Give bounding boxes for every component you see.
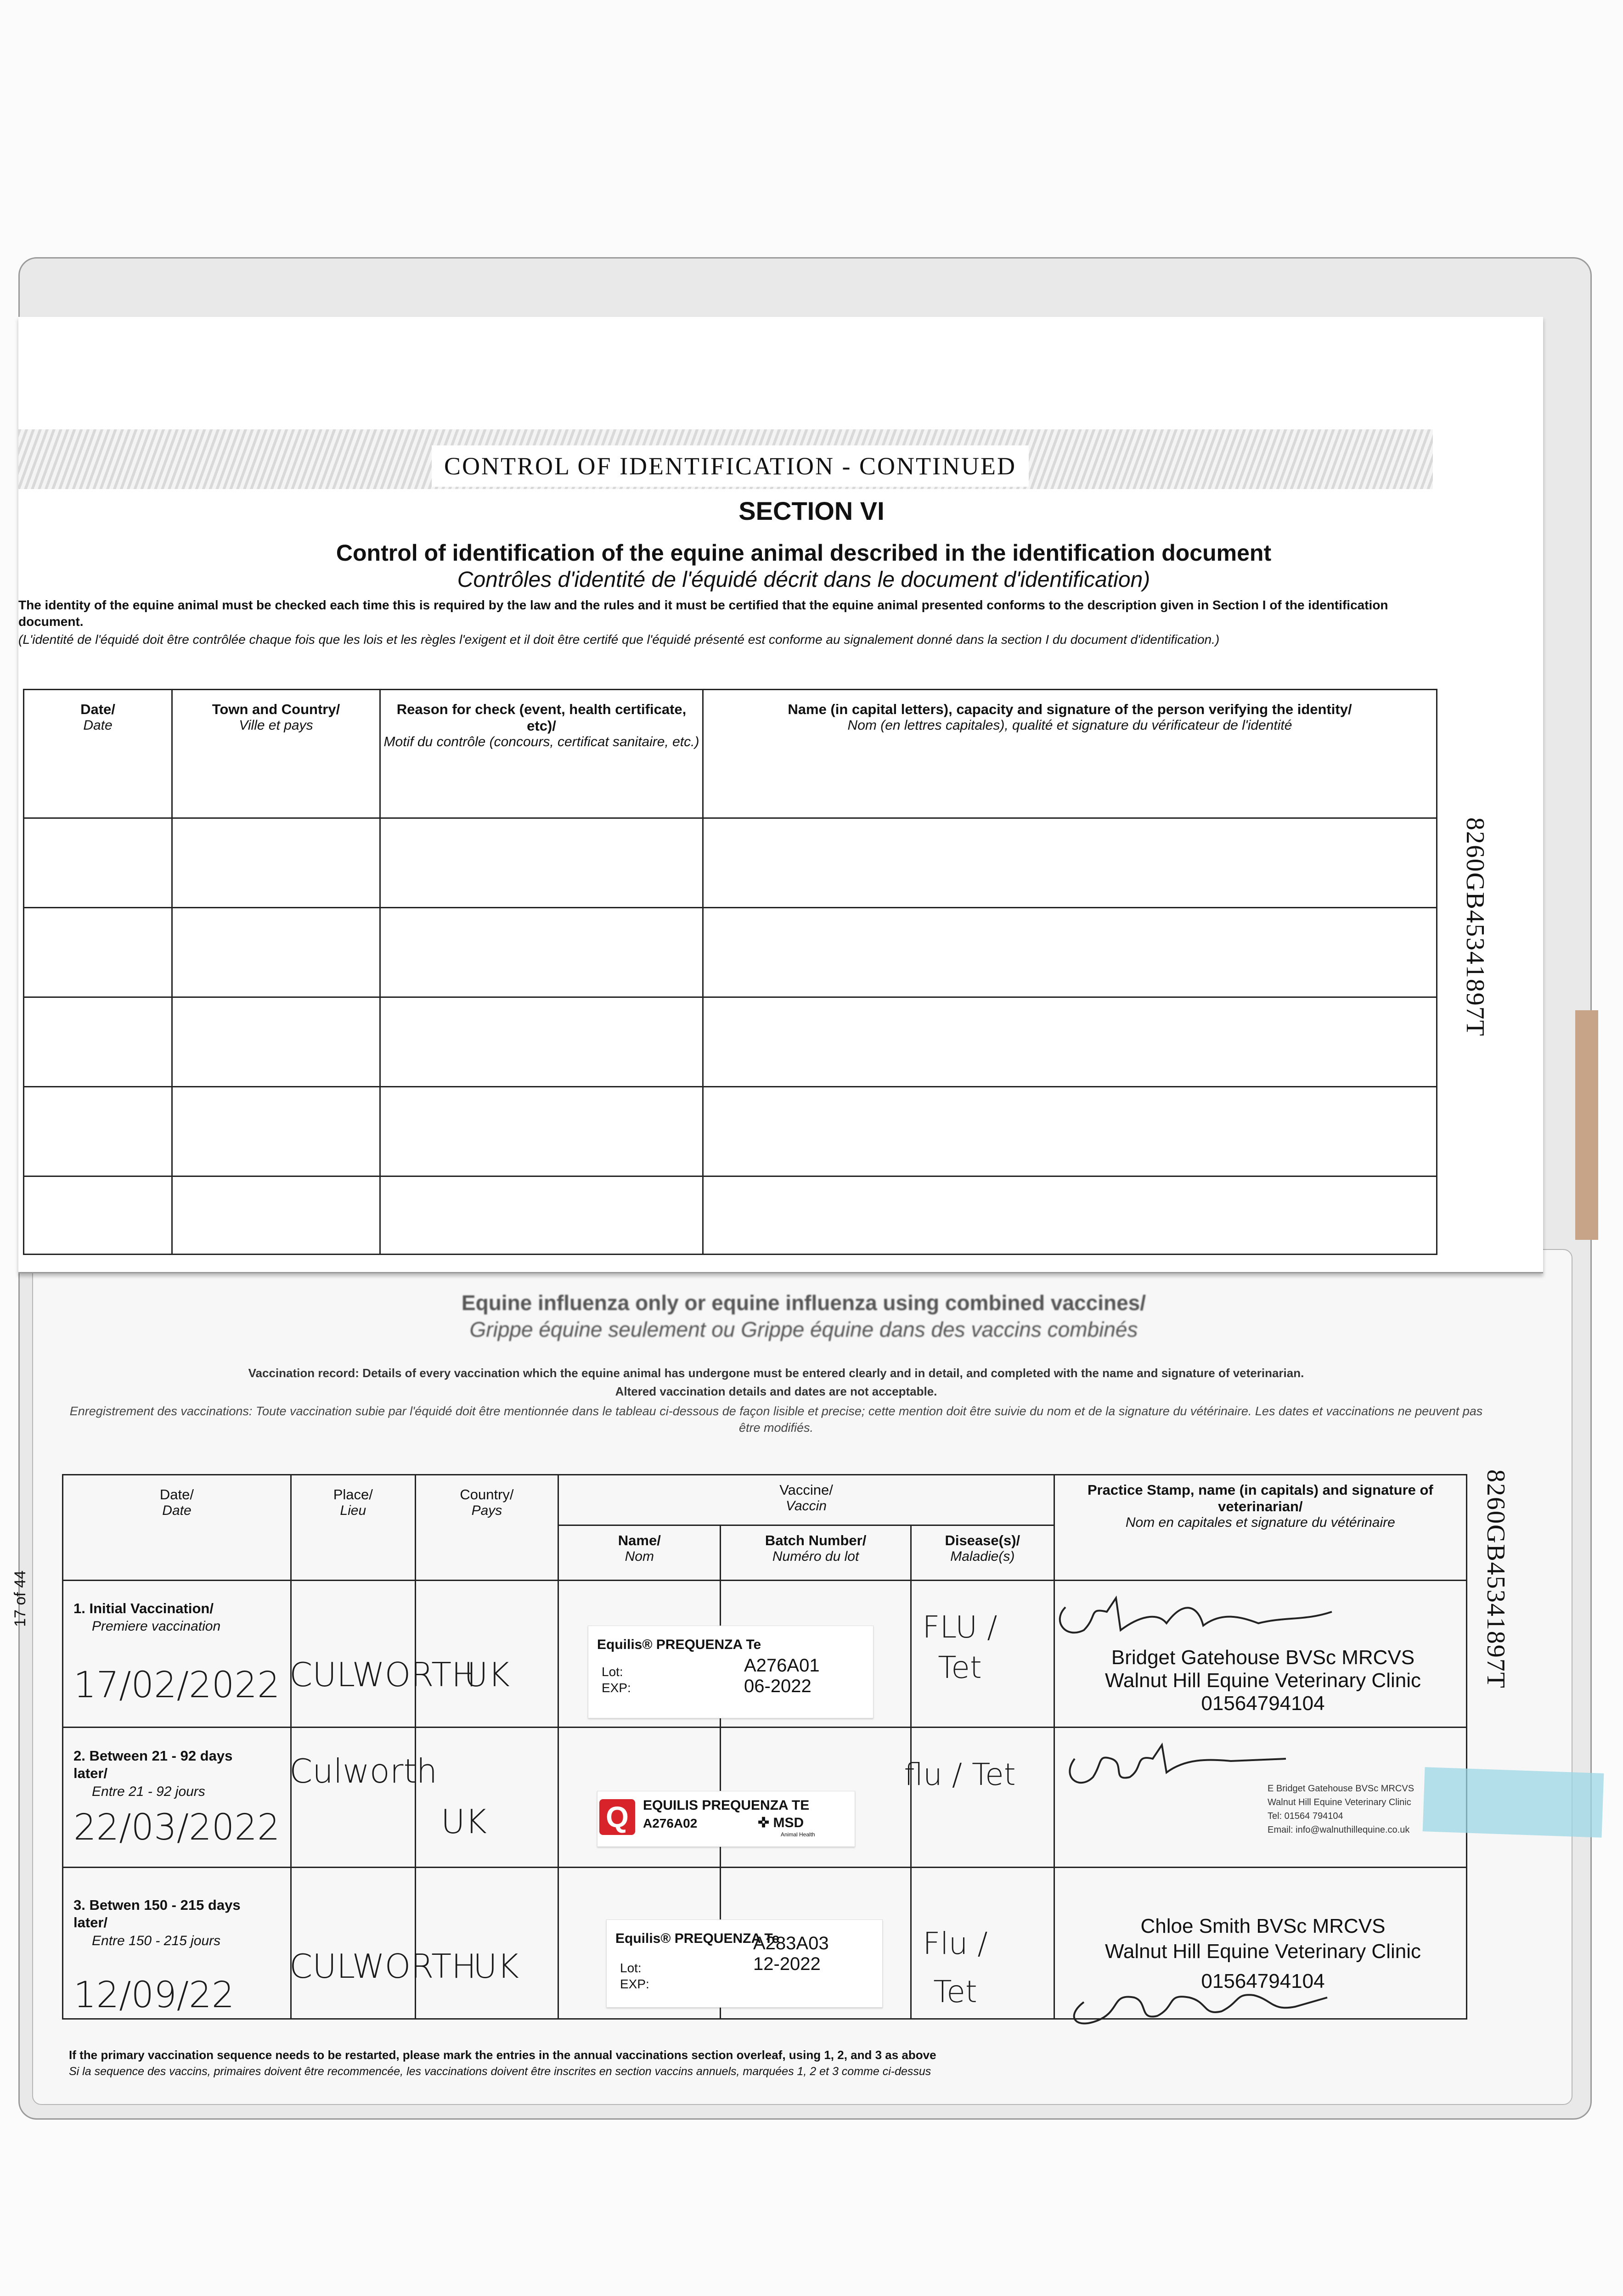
header-place: Place/ <box>333 1486 373 1503</box>
header-vaccine-fr: Vaccin <box>786 1498 827 1514</box>
row2-country: UK <box>441 1802 487 1841</box>
row2-place: Culworth <box>289 1752 438 1790</box>
identity-check-table <box>23 689 1437 1255</box>
header-vacc-date-fr: Date <box>162 1503 192 1518</box>
row1-exp-label: EXP: <box>602 1681 631 1695</box>
row3-date: 12/09/22 <box>73 1975 235 2016</box>
header-date-fr: Date <box>83 718 113 733</box>
footnote-fr: Si la sequence des vaccins, primaires doivent être recommencée, les vaccinations doivent être inscrites en section vaccins annuels, marquées 1, 2 et 3 comme ci-dessus <box>69 2065 931 2078</box>
vaccination-record-fr: Enregistrement des vaccinations: Toute vaccination subie par l'équidé doit être mentionnée dans le tableau ci-dessous de façon lisible et precise; cette mention doit être suivie du nom et de la signature du vétérinaire. Les dates et vaccinations ne peuvent pas être modifiés. <box>69 1404 1483 1435</box>
intro-text-fr: (L'identité de l'équidé doit être contrôlée chaque fois que les lois et les règles l'exigent et il doit être certifé que l'équidé présenté est conforme au signalement donné dans la section I du document d'identification.) <box>18 632 1220 647</box>
row1-exp: 06-2022 <box>744 1676 812 1696</box>
row1-lot-label: Lot: <box>602 1665 623 1679</box>
row3-label: 3. Betwen 150 - 215 days later/ <box>73 1897 241 1930</box>
header-batch: Batch Number/ <box>765 1532 867 1548</box>
document-id-lower: 8260GB45341897T <box>1482 1469 1510 1689</box>
header-place-fr: Lieu <box>340 1503 366 1518</box>
section-title-en: Control of identification of the equine animal described in the identification document <box>336 540 1272 566</box>
identity-row <box>24 908 1437 997</box>
identity-row <box>24 1087 1437 1176</box>
header-batch-fr: Numéro du lot <box>772 1549 859 1564</box>
identity-row <box>24 818 1437 908</box>
row2-brand: ✜ MSD <box>758 1815 804 1830</box>
row1-disease: FLU / Tet <box>922 1609 997 1685</box>
row3-vet-name: Chloe Smith BVSc MRCVS <box>1140 1915 1386 1937</box>
row3-vet-signature <box>1056 1961 1341 2034</box>
identity-row <box>24 1176 1437 1255</box>
row1-vet-clinic: Walnut Hill Equine Veterinary Clinic <box>1105 1669 1421 1692</box>
row1-vet-signature <box>1047 1580 1369 1649</box>
header-town-country-fr: Ville et pays <box>239 718 313 733</box>
stamp-line-1: E Bridget Gatehouse BVSc MRCVS <box>1268 1784 1414 1794</box>
row1-date: 17/02/2022 <box>73 1665 280 1706</box>
header-disease: Disease(s)/ <box>945 1532 1020 1548</box>
header-vacc-name-fr: Nom <box>625 1549 654 1564</box>
row3-exp: 12-2022 <box>753 1954 821 1974</box>
header-practice-fr: Nom en capitales et signature du vétérinaire <box>1125 1515 1395 1530</box>
header-country: Country/ <box>460 1486 514 1503</box>
header-practice: Practice Stamp, name (in capitals) and signature of veterinarian/ <box>1087 1482 1433 1514</box>
stamp-line-4: Email: info@walnuthillequine.co.uk <box>1268 1825 1410 1835</box>
vaccination-heading-en: Equine influenza only or equine influenza using combined vaccines/ <box>461 1291 1146 1315</box>
row1-vaccine-name: Equilis® PREQUENZA Te <box>597 1637 761 1652</box>
row2-disease: flu / Tet <box>904 1757 1016 1792</box>
row1-country: UK <box>464 1655 510 1694</box>
row2-vet-stamp <box>1268 1782 1470 1837</box>
row3-vet-clinic: Walnut Hill Equine Veterinary Clinic <box>1105 1940 1421 1963</box>
header-country-fr: Pays <box>471 1503 502 1518</box>
stamp-line-3: Tel: 01564 794104 <box>1268 1811 1343 1821</box>
header-vacc-name: Name/ <box>618 1532 661 1548</box>
row3-label-fr: Entre 150 - 215 jours <box>92 1933 221 1948</box>
row3-lot: A283A03 <box>753 1933 829 1953</box>
header-vacc-date: Date/ <box>159 1486 194 1503</box>
vaccination-record-en2: Altered vaccination details and dates are not acceptable. <box>615 1384 937 1398</box>
row1-vet-name: Bridget Gatehouse BVSc MRCVS <box>1111 1646 1415 1669</box>
row3-country: UK <box>473 1947 519 1986</box>
identity-table-header <box>24 690 1437 818</box>
document-id-upper: 8260GB45341897T <box>1461 817 1489 1037</box>
header-verifier: Name (in capital letters), capacity and signature of the person verifying the identity/ <box>788 701 1352 717</box>
row2-vaccine-name: EQUILIS PREQUENZA TE <box>643 1798 810 1813</box>
footnote-en: If the primary vaccination sequence needs to be restarted, please mark the entries in the annual vaccinations section overleaf, using 1, 2, and 3 as above <box>69 2048 936 2062</box>
row3-disease: Flu / Tet <box>923 1926 988 2009</box>
page-edge-strip <box>1575 1010 1598 1240</box>
banner-title: CONTROL OF IDENTIFICATION - CONTINUED <box>432 445 1029 487</box>
header-verifier-fr: Nom (en lettres capitales), qualité et signature du vérificateur de l'identité <box>847 718 1292 733</box>
row1-label-fr: Premiere vaccination <box>92 1619 221 1634</box>
row2-label-fr: Entre 21 - 92 jours <box>92 1784 205 1799</box>
header-vaccine: Vaccine/ <box>779 1482 833 1498</box>
intro-text-en: The identity of the equine animal must be checked each time this is required by the law and the rules and it must be certified that the equine animal presented conforms to the description given in Section I of the identification document. <box>18 598 1388 629</box>
row2-lot: A276A02 <box>643 1816 698 1830</box>
header-town-country: Town and Country/ <box>212 701 340 717</box>
q-logo-icon: Q <box>599 1799 635 1835</box>
row3-lot-label: Lot: <box>620 1961 642 1975</box>
row2-vet-signature <box>1056 1731 1295 1795</box>
row2-brand-sub: Animal Health <box>781 1831 815 1838</box>
row3-place: CULWORTH <box>289 1947 477 1986</box>
row1-vet-phone: 01564794104 <box>1201 1692 1325 1715</box>
header-date: Date/ <box>80 701 115 717</box>
section-number: SECTION VI <box>738 496 885 525</box>
msd-logo-icon: ✜ <box>758 1815 773 1830</box>
row1-place: CULWORTH <box>289 1655 477 1694</box>
stamp-line-2: Walnut Hill Equine Veterinary Clinic <box>1268 1797 1411 1807</box>
header-reason: Reason for check (event, health certificate, etc)/ <box>396 701 687 734</box>
vaccination-heading-fr: Grippe équine seulement ou Grippe équine dans des vaccins combinés <box>469 1317 1138 1341</box>
header-reason-fr: Motif du contrôle (concours, certificat sanitaire, etc.) <box>383 734 699 749</box>
section-title-fr: Contrôles d'identité de l'équidé décrit dans le document d'identification) <box>457 568 1150 592</box>
identity-row <box>24 997 1437 1087</box>
row3-vet-phone: 01564794104 <box>1201 1970 1325 1992</box>
row2-date: 22/03/2022 <box>73 1807 280 1848</box>
row3-exp-label: EXP: <box>620 1977 649 1991</box>
page-number: 17 of 44 <box>11 1570 29 1627</box>
row1-label: 1. Initial Vaccination/ <box>73 1600 214 1616</box>
vaccination-record-en: Vaccination record: Details of every vaccination which the equine animal has undergone must be entered clearly and in detail, and completed with the name and signature of veterinarian. <box>248 1366 1304 1380</box>
header-disease-fr: Maladie(s) <box>950 1549 1015 1564</box>
row2-label: 2. Between 21 - 92 days later/ <box>73 1748 233 1781</box>
row3-vaccine-name: Equilis® PREQUENZA Te <box>615 1931 780 1946</box>
row1-lot: A276A01 <box>744 1655 820 1676</box>
